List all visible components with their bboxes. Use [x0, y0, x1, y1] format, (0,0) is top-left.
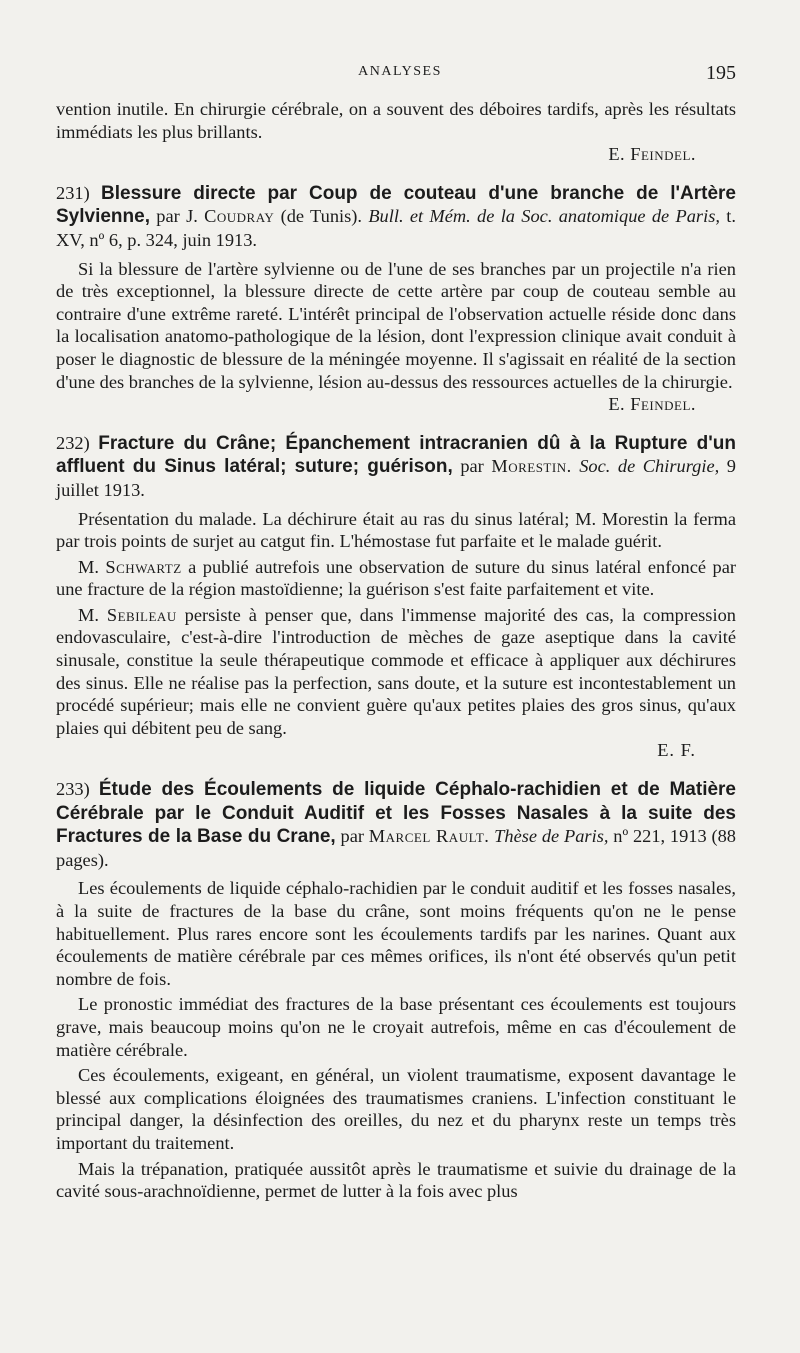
entry-journal: Thèse de Paris, [494, 826, 609, 847]
intro-text: vention inutile. En chirurgie cérébrale, on a souvent des déboires tardifs, après les résultats immédiats les plus brillants. [56, 99, 736, 142]
entry-paragraph: Présentation du malade. La déchirure était au ras du sinus latéral; M. Morestin la ferma par trois points de surjet au catgut fin. L'hémostase fut parfaite et le malade guérit. [56, 508, 736, 552]
entry-details: 9 juillet 1913. [56, 456, 736, 500]
entry-231-heading [56, 182, 736, 252]
entry-details: t. XV, nº 6, p. 324, juin 1913. [56, 206, 736, 250]
entry-title: Fracture du Crâne; Épanchement intracranien dû à la Rupture d'un affluent du Sinus latéral; suture; guérison, [56, 432, 736, 478]
page-header [0, 62, 800, 86]
paragraph-text: persiste à penser que, dans l'immense majorité des cas, la compression endovasculaire, c'est-à-dire l'introduction de mèches de gaze aseptique dans la cavité sinusale, constitue la seule thérapeutique commode et efficace à appliquer aux déchirures des sinus. Elle ne réalise pas la perfection, sans doute, et la suture est incontestablement un procédé supérieur; mais elle ne convient guère qu'aux petites plaies des gros sinus, qu'aux plaies qui débitent peu de sang. [56, 604, 736, 738]
entry-number: 232) [56, 432, 90, 453]
entry-paragraph: Ces écoulements, exigeant, en général, un violent traumatisme, exposent davantage le blessé aux complications éloignées des traumatismes craniens. L'infection constituant le principal danger, la désinfection des oreilles, du nez et du pharynx reste un temps très important du traitement. [56, 1065, 736, 1153]
entry-by: par [460, 456, 484, 477]
entry-author: Coudray [204, 206, 275, 227]
entry-title: Blessure directe par Coup de couteau d'une branche de l'Artère Sylvienne, [56, 182, 736, 228]
entry-source: (de Tunis). [280, 206, 363, 227]
entry-by: par [340, 826, 364, 847]
running-title: ANALYSES [358, 64, 442, 79]
page-number: 195 [706, 62, 736, 84]
entry-paragraph: Mais la trépanation, pratiquée aussitôt après le traumatisme et suivie du drainage de la cavité sous-arachnoïdienne, permet de lutter à la fois avec plus [56, 1158, 736, 1202]
paragraph-prefix: M. [78, 556, 99, 577]
cited-surgeon-name: Sebileau [106, 604, 177, 625]
entry-author: Marcel Rault. [368, 826, 490, 847]
paragraph-text: a publié autrefois une observation de suture du sinus latéral enfoncé par une fracture de la région mastoïdienne; la guérison s'est faite parfaitement et vite. [56, 556, 736, 600]
entry-details: nº 221, 1913 (88 pages). [56, 826, 736, 870]
entry-paragraph [56, 258, 736, 416]
entry-232 [56, 432, 736, 762]
entry-paragraph [56, 556, 736, 601]
entry-paragraph: Les écoulements de liquide céphalo-rachidien par le conduit auditif et les fosses nasales, à la suite de fractures de la base du crâne, sont moins fréquents qu'on ne le pense habituellement. Plus rares encore sont les écoulements tardifs par les narines. Quant aux écoulements de matière cérébrale par ces mêmes orifices, ils n'ont été observés qu'un petit nombre de fois. [56, 878, 736, 989]
entry-number: 233) [56, 779, 90, 800]
entry-number: 231) [56, 182, 90, 203]
entry-paragraph [56, 604, 736, 762]
intro-signature: E. Feindel. [608, 144, 696, 165]
entry-title: Étude des Écoulements de liquide Céphalo-rachidien et de Matière Cérébrale par le Conduit Auditif et les Fosses Nasales à la suite des Fractures de la Base du Crane, [56, 779, 736, 848]
paragraph-text: Si la blessure de l'artère sylvienne ou de l'une de ses branches par un projectile n'a rien de très exceptionnel, la blessure directe de cette artère par coup de couteau semble au contraire d'une extrême rareté. L'intérêt principal de l'observation actuelle réside donc dans la localisation anatomo-pathologique de la lésion, dont l'expression clinique avait conduit à poser le diagnostic de blessure de la méningée moyenne. Il s'agissait en réalité de la section d'une des branches de la sylvienne, lésion au-dessus des ressources actuelles de la chirurgie. [56, 258, 736, 392]
cited-surgeon-name: Schwartz [105, 556, 182, 577]
entry-journal: Bull. et Mém. de la Soc. anatomique de Paris, [368, 206, 720, 227]
intro-paragraph [56, 98, 736, 166]
entry-author: Morestin. [491, 456, 572, 477]
entry-232-heading [56, 432, 736, 502]
entry-signature: E. Feindel. [608, 394, 696, 415]
entry-journal: Soc. de Chirurgie, [579, 456, 720, 477]
page-body [56, 98, 736, 1203]
entry-231 [56, 182, 736, 416]
entry-233-heading [56, 778, 736, 871]
entry-by: par J. [156, 206, 198, 227]
paragraph-prefix: M. [78, 604, 99, 625]
entry-233 [56, 778, 736, 1203]
entry-signature: E. F. [657, 740, 696, 761]
entry-paragraph: Le pronostic immédiat des fractures de la base présentant ces écoulements est toujours grave, mais beaucoup moins qu'on ne le croyait autrefois, même en cas d'écoulement de matière cérébrale. [56, 994, 736, 1060]
